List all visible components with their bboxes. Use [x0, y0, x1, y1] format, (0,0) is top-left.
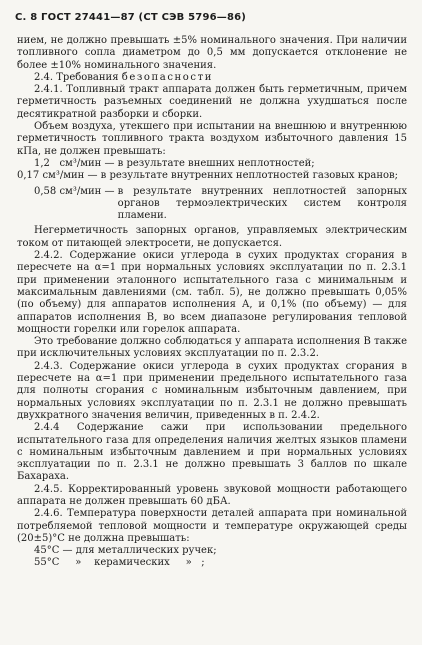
document-body	[17, 35, 407, 570]
temperature-item: 55°С » керамических » ;	[34, 557, 205, 569]
paragraph-2-4-5: 2.4.5. Корректированный уровень звуковой мощности работающего аппарата не должен превышать 60 дБА.	[17, 483, 407, 507]
paragraph-2-4-6: 2.4.6. Температура поверхности деталей аппарата при номинальной потребляемой тепловой мощности и температуре окружающей среды (20±5)°С не должна превышать:	[17, 508, 407, 544]
leak-value: 1,2 см³/мин —	[34, 157, 118, 169]
paragraph-2-4-3: 2.4.3. Содержание окиси углерода в сухих продуктах сгорания в пересчете на α=1 при применении предельного испытательного газа для полноты сгорания с номинальным избыточным давлением, при нормальных условиях эксплуатации по п. 2.3.1 не должно превышать двухкратного значения величин, приведенных в п. 2.4.2.	[17, 360, 407, 421]
paragraph-2-4-2-note: Это требование должно соблюдаться у аппарата исполнения В также при исключительных условиях эксплуатации по п. 2.3.2.	[17, 336, 407, 360]
section-heading-2-4	[17, 72, 407, 84]
leak-value: 0,17 см³/мин —	[17, 170, 101, 182]
leak-description: в результате внутренних неплотностей запорных органов термоэлектрических систем контроля пламени.	[117, 185, 407, 222]
paragraph-continuation: нием, не должно превышать ±5% номинального значения. При наличии топливного сопла диаметром до 0,5 мм допускается отклонение не более ±10% номинального значения.	[17, 35, 407, 71]
page-header: С. 8 ГОСТ 27441—87 (СТ СЭВ 5796—86)	[15, 12, 247, 23]
section-number: 2.4. Требования	[34, 71, 122, 83]
leak-value: 0,58 см³/мин —	[34, 185, 118, 197]
leak-description: в результате внутренних неплотностей газовых кранов;	[100, 170, 399, 182]
leak-item	[17, 170, 407, 182]
leak-description: в результате внешних неплотностей;	[117, 157, 315, 169]
paragraph-2-4-2: 2.4.2. Содержание окиси углерода в сухих продуктах сгорания в пересчете на α=1 при нормальных условиях эксплуатации по п. 2.3.1 при применении эталонного испытательного газа с минимальным и максимальным давлениями (см. табл. 5), не должно превышать 0,05% (по объему) для аппаратов исполнения А, и 0,1% (по объему) — для аппаратов исполнения В, во всем диапазоне регулирования тепловой мощности горелки или горелок аппарата.	[17, 250, 407, 335]
leak-item	[17, 186, 407, 223]
paragraph-2-4-1: 2.4.1. Топливный тракт аппарата должен быть герметичным, причем герметичность разъемных соединений не должна ухудшаться после десятикратной разборки и сборки.	[17, 84, 407, 120]
paragraph-2-4-1-electric: Негерметичность запорных органов, управляемых электрическим током от питающей электросети, не допускается.	[17, 225, 407, 249]
section-title: безопасности	[121, 71, 214, 83]
paragraph-2-4-1-volume: Объем воздуха, утекшего при испытании на внешнюю и внутреннюю герметичность топливного тракта воздухом избыточного давления 15 кПа, не должен превышать:	[17, 121, 407, 157]
leak-item	[17, 158, 407, 170]
paragraph-2-4-4: 2.4.4 Содержание сажи при использовании предельного испытательного газа для определения наличия желтых языков пламени с номинальным избыточным давлением и при нормальных условиях эксплуатации по п. 2.3.1 не должно превышать 3 баллов по шкале Бахараха.	[17, 422, 407, 483]
temperature-item: 45°С — для металлических ручек;	[34, 545, 217, 557]
